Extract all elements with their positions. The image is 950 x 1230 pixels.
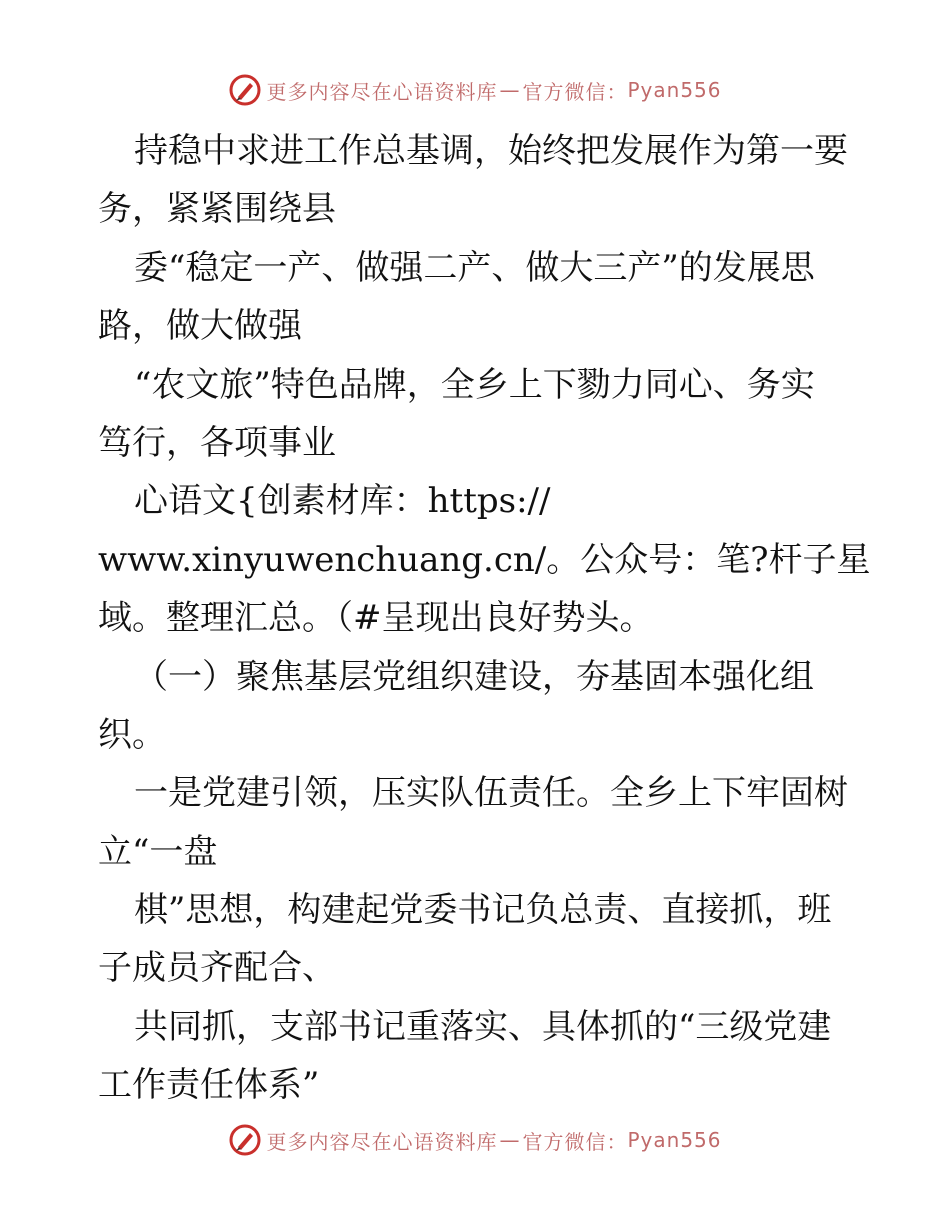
text-line: 织。 — [98, 714, 166, 755]
text-line: 一是党建引领，压实队伍责任。全乡上下牢固树 — [134, 773, 848, 814]
brush-pen-logo-icon — [228, 1123, 262, 1157]
text-line: 持稳中求进工作总基调，始终把发展作为第一要 — [134, 131, 848, 171]
document-body — [98, 122, 871, 1115]
banner-dash: — — [499, 1128, 521, 1152]
banner-wechat-id: Pyan556 — [627, 1128, 722, 1152]
footer-watermark-banner — [0, 1120, 950, 1160]
text-line: （一）聚焦基层党组织建设，夯基固本强化组 — [134, 656, 814, 697]
text-line: 委“稳定一产、做强二产、做大三产”的发展思 — [134, 247, 815, 288]
text-line: 棋”思想，构建起党委书记负总责、直接抓，班 — [134, 890, 832, 931]
banner-text: 更多内容尽在心语资料库 — [266, 79, 498, 104]
header-watermark-banner — [0, 70, 950, 110]
text-line: 工作责任体系” — [98, 1065, 320, 1106]
text-line: 域。整理汇总。（#呈现出良好势头。 — [98, 598, 654, 639]
text-line: “农文旅”特色品牌，全乡上下勠力同心、务实 — [134, 364, 815, 405]
text-line: 笃行，各项事业 — [98, 422, 336, 463]
text-line: 子成员齐配合、 — [98, 948, 336, 989]
banner-dash: — — [499, 78, 521, 102]
text-line: 心语文{创素材库：https:// — [134, 481, 551, 522]
text-line: www.xinyuwenchuang.cn/。公众号：笔?杆子星 — [98, 539, 871, 580]
text-line: 路，做大做强 — [98, 306, 302, 347]
brush-pen-logo-icon — [228, 73, 262, 107]
banner-wechat-label: 官方微信： — [522, 1129, 628, 1154]
banner-wechat-label: 官方微信： — [522, 79, 628, 104]
banner-text: 更多内容尽在心语资料库 — [266, 1129, 498, 1154]
banner-wechat-id: Pyan556 — [627, 78, 722, 102]
text-line: 立“一盘 — [98, 831, 218, 872]
text-line: 务，紧紧围绕县 — [98, 189, 336, 230]
text-line: 共同抓，支部书记重落实、具体抓的“三级党建 — [134, 1006, 832, 1047]
